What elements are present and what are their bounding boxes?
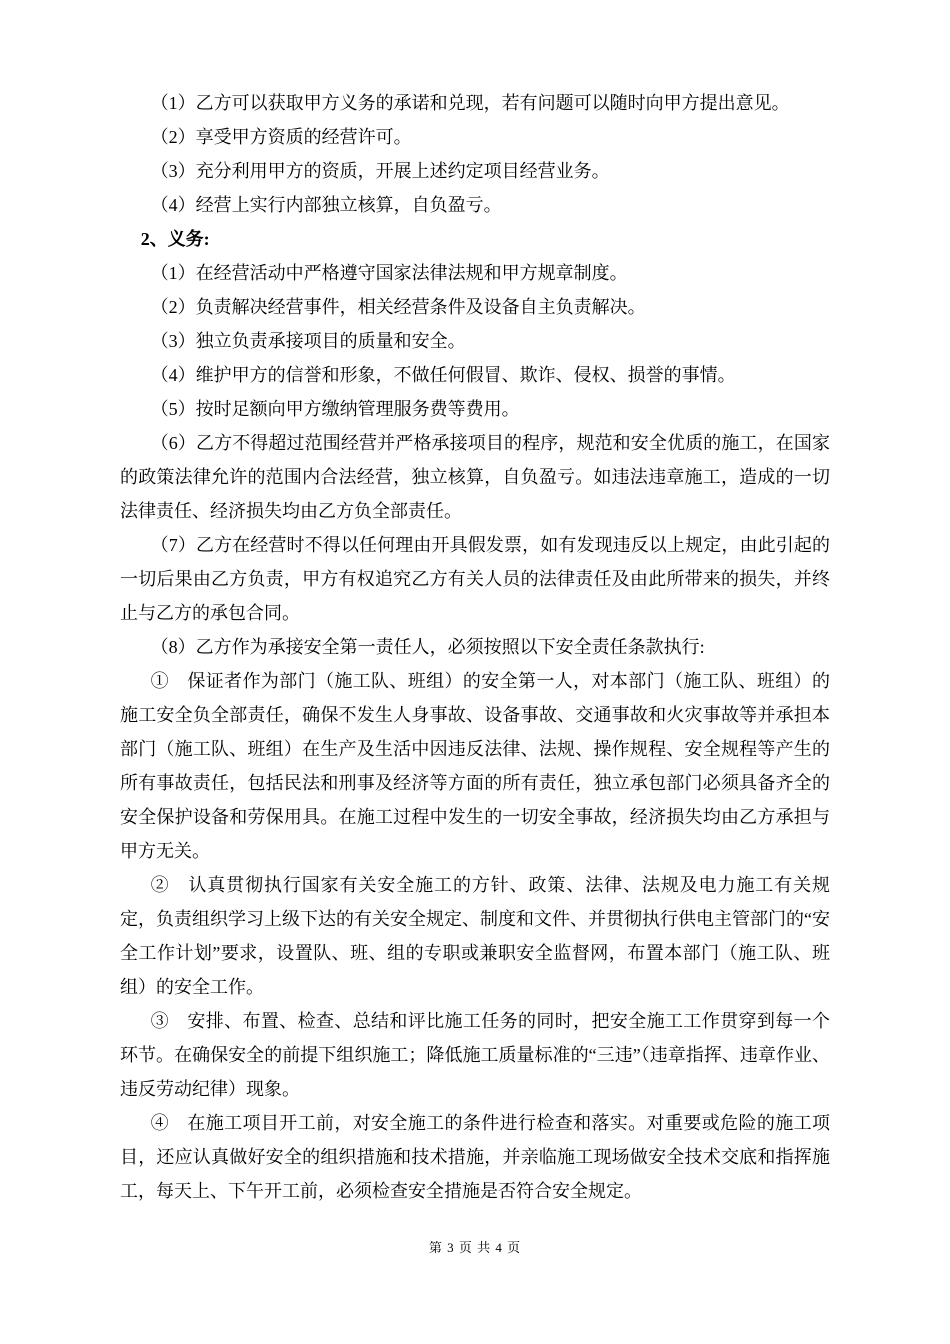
paragraph: （3）独立负责承接项目的质量和安全。 (150, 331, 466, 351)
document-body (120, 86, 830, 1208)
paragraph: ④ 在施工项目开工前，对安全施工的条件进行检查和落实。对重要或危险的施工项目，还应认真做好安全的组织措施和技术措施，并亲临施工现场做安全技术交底和指挥施工，每天上、下午开工前，必须检查安全措施是否符合安全规定。 (120, 1113, 830, 1201)
paragraph: （6）乙方不得超过范围经营并严格承接项目的程序，规范和安全优质的施工，在国家的政策法律允许的范围内合法经营，独立核算，自负盈亏。如违法违章施工，造成的一切法律责任、经济损失均由乙方负全部责任。 (120, 433, 830, 521)
paragraph: （3）充分利用甲方的资质，开展上述约定项目经营业务。 (150, 161, 610, 181)
paragraph: ① 保证者作为部门（施工队、班组）的安全第一人，对本部门（施工队、班组）的施工安全负全部责任，确保不发生人身事故、设备事故、交通事故和火灾事故等并承担本部门（施工队、班组）在生产及生活中因违反法律、法规、操作规程、安全规程等产生的所有事故责任，包括民法和刑事及经济等方面的所有责任，独立承包部门必须具备齐全的安全保护设备和劳保用具。在施工过程中发生的一切安全事故，经济损失均由乙方承担与甲方无关。 (120, 671, 830, 861)
paragraph: （7）乙方在经营时不得以任何理由开具假发票，如有发现违反以上规定，由此引起的一切后果由乙方负责，甲方有权追究乙方有关人员的法律责任及由此所带来的损失，并终止与乙方的承包合同。 (120, 535, 830, 623)
paragraph: （4）维护甲方的信誉和形象，不做任何假冒、欺诈、侵权、损誉的事情。 (150, 365, 736, 385)
paragraph: ② 认真贯彻执行国家有关安全施工的方针、政策、法律、法规及电力施工有关规定，负责组织学习上级下达的有关安全规定、制度和文件、并贯彻执行供电主管部门的“安全工作计划”要求，设置队、班、组的专职或兼职安全监督网，布置本部门（施工队、班组）的安全工作。 (120, 875, 830, 997)
paragraph: （1）在经营活动中严格遵守国家法律法规和甲方规章制度。 (150, 263, 628, 283)
paragraph: （1）乙方可以获取甲方义务的承诺和兑现，若有问题可以随时向甲方提出意见。 (150, 93, 790, 113)
paragraph: ③ 安排、布置、检查、总结和评比施工任务的同时，把安全施工工作贯穿到每一个环节。在确保安全的前提下组织施工；降低施工质量标准的“三违”（违章指挥、违章作业、违反劳动纪律）现象。 (120, 1011, 830, 1099)
paragraph: （2）享受甲方资质的经营许可。 (150, 127, 412, 147)
section-heading: 2、义务: (140, 229, 210, 249)
page-number-footer: 第 3 页 共 4 页 (428, 1240, 522, 1255)
paragraph: （8）乙方作为承接安全第一责任人，必须按照以下安全责任条款执行: (150, 637, 705, 657)
paragraph: （4）经营上实行内部独立核算，自负盈亏。 (150, 195, 502, 215)
paragraph: （2）负责解决经营事件，相关经营条件及设备自主负责解决。 (150, 297, 646, 317)
paragraph: （5）按时足额向甲方缴纳管理服务费等费用。 (150, 399, 520, 419)
